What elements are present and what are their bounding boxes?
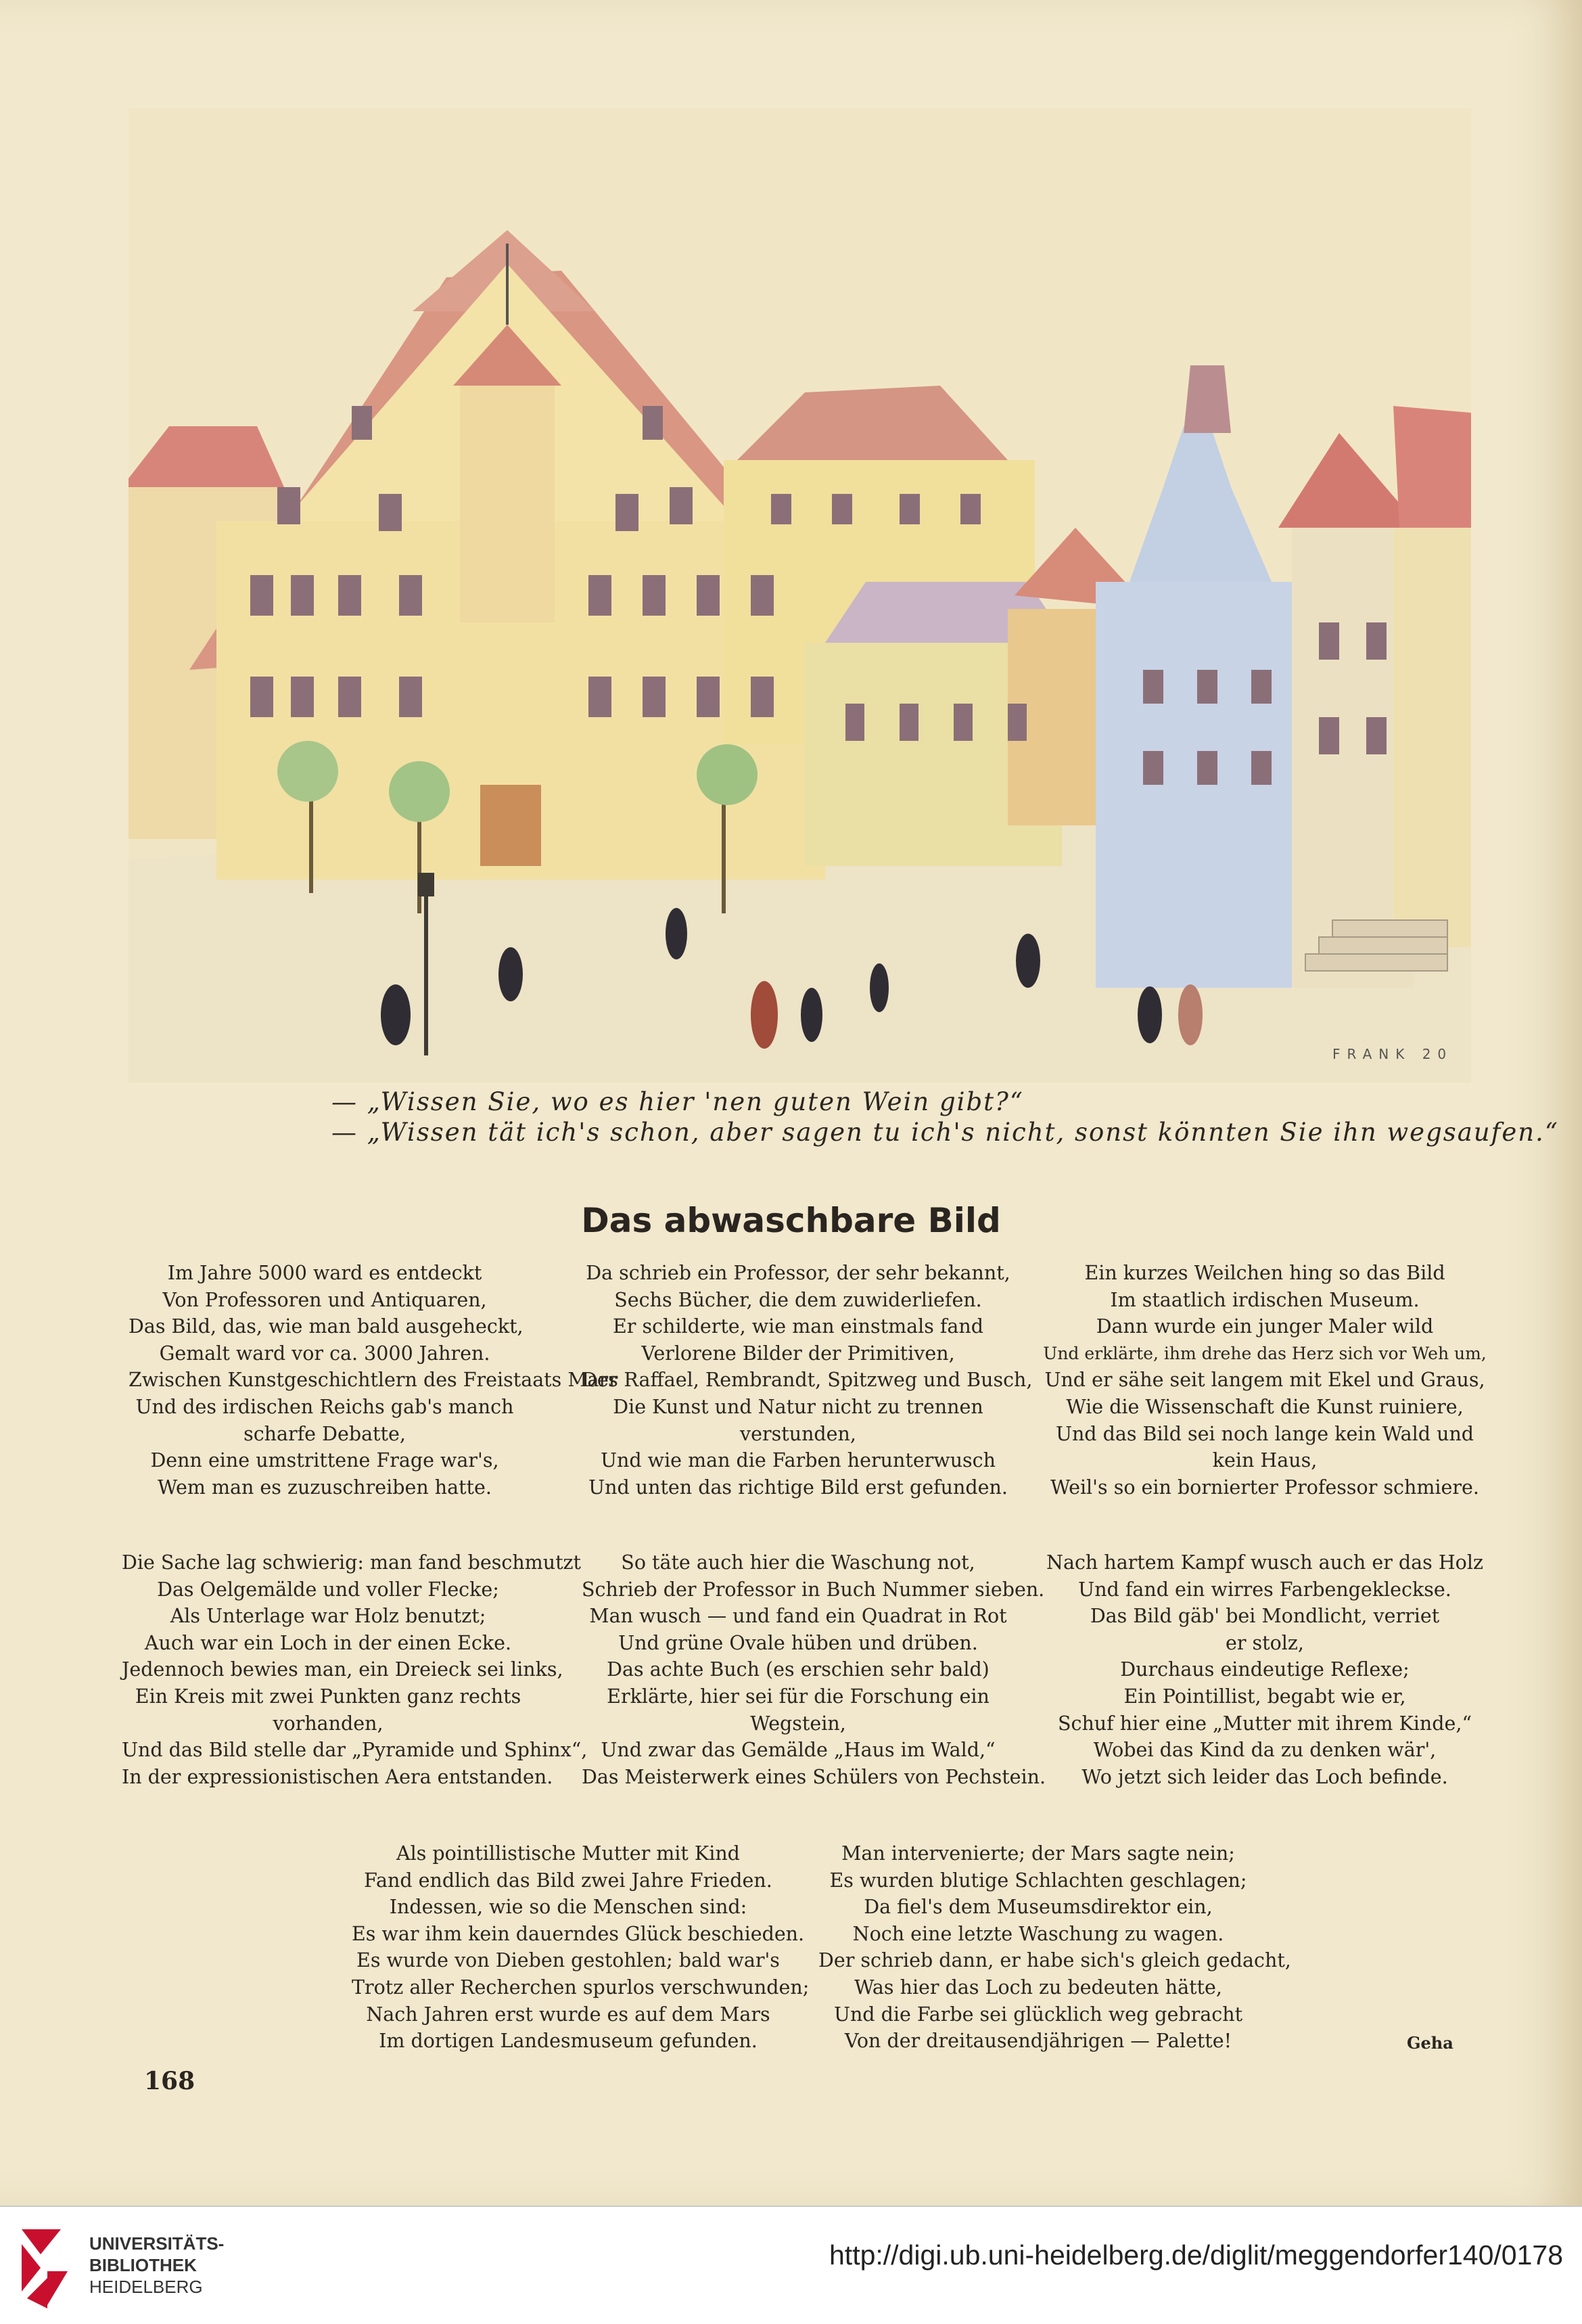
verse-line: Ein Pointillist, begabt wie er, — [1123, 1685, 1406, 1708]
verse-line: Wobei das Kind da zu denken wär', — [1093, 1739, 1437, 1762]
verse-line: Dann wurde ein junger Maler wild — [1096, 1315, 1434, 1338]
verse-line: Wie die Wissenschaft die Kunst ruiniere, — [1066, 1395, 1464, 1418]
verse-line: Das Oelgemälde und voller Flecke; — [157, 1578, 499, 1601]
verse-line: Nach hartem Kampf wusch auch er das Holz — [1046, 1551, 1483, 1574]
verse-line: Und wie man die Farben herunterwusch — [601, 1449, 996, 1472]
caption-line-1: — „Wissen Sie, wo es hier 'nen guten Wein gibt?“ — [331, 1087, 1024, 1116]
verse-line: vorhanden, — [273, 1712, 383, 1735]
verse-line: Denn eine umstrittene Frage war's, — [150, 1449, 499, 1472]
verse-line: Auch war ein Loch in der einen Ecke. — [144, 1631, 512, 1654]
verse-line: Verlorene Bilder der Primitiven, — [641, 1342, 955, 1365]
verse-line: Durchaus eindeutige Reflexe; — [1120, 1658, 1410, 1681]
verse-line: Zwischen Kunstgeschichtlern des Freistaats Mars — [129, 1369, 618, 1392]
verse-line: er stolz, — [1226, 1631, 1304, 1654]
stanza-1-middle — [582, 1260, 1033, 1501]
verse-line: Nach Jahren erst wurde es auf dem Mars — [366, 2003, 770, 2026]
poem-title: Das abwaschbare Bild — [581, 1201, 1001, 1240]
verse-line: Gemalt ward vor ca. 3000 Jahren. — [159, 1342, 490, 1365]
verse-line: Im staatlich irdischen Museum. — [1110, 1288, 1420, 1311]
verse-line: Ein kurzes Weilchen hing so das Bild — [1084, 1262, 1445, 1284]
verse-line: Und erklärte, ihm drehe das Herz sich vor Weh um, — [1043, 1343, 1487, 1363]
verse-line: Und unten das richtige Bild erst gefunden. — [588, 1476, 1008, 1499]
verse-line: Da fiel's dem Museumsdirektor ein, — [864, 1896, 1213, 1919]
verse-line: Und des irdischen Reichs gab's manch — [135, 1395, 514, 1418]
verse-line: Und zwar das Gemälde „Haus im Wald,“ — [601, 1739, 996, 1762]
author-signature: Geha — [1407, 2033, 1453, 2053]
verse-line: Die Sache lag schwierig: man fand beschmutzt — [122, 1551, 582, 1574]
verse-line: Sechs Bücher, die dem zuwiderliefen. — [614, 1288, 982, 1311]
verse-line: Und grüne Ovale hüben und drüben. — [618, 1631, 978, 1654]
verse-line: Er schilderte, wie man einstmals fand — [612, 1315, 984, 1338]
verse-line: Und fand ein wirres Farbengekleckse. — [1078, 1578, 1451, 1601]
library-footer — [0, 2206, 1582, 2324]
verse-line: Es wurden blutige Schlachten geschlagen; — [829, 1869, 1247, 1892]
verse-line: Was hier das Loch zu bedeuten hätte, — [854, 1976, 1222, 1999]
verse-line: Wo jetzt sich leider das Loch befinde. — [1081, 1765, 1448, 1788]
page-number: 168 — [144, 2067, 195, 2095]
verse-line: So täte auch hier die Waschung not, — [621, 1551, 975, 1574]
verse-line: scharfe Debatte, — [243, 1422, 406, 1445]
verse-line: Es war ihm kein dauerndes Glück beschieden. — [352, 1922, 805, 1945]
verse-line: Das Meisterwerk eines Schülers von Pechstein. — [582, 1765, 1046, 1788]
verse-line: Von der dreitausendjährigen — Palette! — [844, 2030, 1232, 2053]
verse-line: Fand endlich das Bild zwei Jahre Frieden. — [364, 1869, 772, 1892]
verse-line: Jedennoch bewies man, ein Dreieck sei links, — [122, 1658, 563, 1681]
verse-line: Der Raffael, Rembrandt, Spitzweg und Busch, — [582, 1369, 1033, 1392]
verse-line: Als pointillistische Mutter mit Kind — [396, 1842, 740, 1865]
verse-line: verstunden, — [740, 1422, 856, 1445]
stanza-3-right — [818, 1840, 1291, 2055]
illustration-drawing — [129, 108, 1471, 1083]
stanza-3-left — [352, 1840, 810, 2055]
verse-line: Man intervenierte; der Mars sagte nein; — [841, 1842, 1235, 1865]
verse-line: Es wurde von Dieben gestohlen; bald war's — [356, 1949, 780, 1972]
library-name-line-2: BIBLIOTHEK — [89, 2255, 197, 2275]
stanza-2-right — [1042, 1549, 1488, 1790]
verse-line: Und er sähe seit langem mit Ekel und Graus, — [1044, 1369, 1485, 1392]
verse-line: Noch eine letzte Waschung zu wagen. — [852, 1922, 1224, 1945]
verse-line: Die Kunst und Natur nicht zu trennen — [613, 1395, 983, 1418]
verse-line: Als Unterlage war Holz benutzt; — [170, 1605, 486, 1628]
stanza-2-middle — [582, 1549, 1046, 1790]
verse-line: Wegstein, — [750, 1712, 846, 1735]
verse-line: Im dortigen Landesmuseum gefunden. — [379, 2030, 758, 2053]
verse-line: Und das Bild stelle dar „Pyramide und Sphinx“, — [122, 1739, 588, 1762]
verse-line: Man wusch — und fand ein Quadrat in Rot — [589, 1605, 1007, 1628]
verse-line: In der expressionistischen Aera entstanden. — [122, 1765, 553, 1788]
caption-line-2: — „Wissen tät ich's schon, aber sagen tu ich's nicht, sonst könnten Sie ihn wegsaufen.“ — [331, 1118, 1559, 1147]
verse-line: Das Bild gäb' bei Mondlicht, verriet — [1090, 1605, 1440, 1628]
verse-line: Indessen, wie so die Menschen sind: — [389, 1896, 747, 1919]
verse-line: Im Jahre 5000 ward es entdeckt — [167, 1262, 482, 1284]
verse-line: Und das Bild sei noch lange kein Wald und — [1055, 1422, 1474, 1445]
verse-line: Das Bild, das, wie man bald ausgeheckt, — [129, 1315, 524, 1338]
stanza-2-left — [122, 1549, 588, 1790]
permalink-url[interactable]: http://digi.ub.uni-heidelberg.de/diglit/meggendorfer140/0178 — [829, 2239, 1563, 2271]
artist-signature: FRANK 20 — [1332, 1046, 1453, 1062]
street-scene-illustration — [129, 108, 1471, 1083]
verse-line: Schuf hier eine „Mutter mit ihrem Kinde,“ — [1057, 1712, 1472, 1735]
stanza-1-left — [129, 1260, 618, 1501]
verse-line: Schrieb der Professor in Buch Nummer sieben. — [582, 1578, 1045, 1601]
verse-line: Erklärte, hier sei für die Forschung ein — [607, 1685, 990, 1708]
verse-line: Der schrieb dann, er habe sich's gleich gedacht, — [818, 1949, 1291, 1972]
stanza-1-right — [1042, 1260, 1488, 1501]
verse-line: Ein Kreis mit zwei Punkten ganz rechts — [135, 1685, 521, 1708]
library-name-line-3: HEIDELBERG — [89, 2277, 203, 2297]
verse-line: Weil's so ein bornierter Professor schmiere. — [1050, 1476, 1479, 1499]
verse-line: Von Professoren und Antiquaren, — [162, 1288, 487, 1311]
university-library-logo-icon — [14, 2224, 74, 2312]
verse-line: Wem man es zuzuschreiben hatte. — [158, 1476, 492, 1499]
verse-line: Und die Farbe sei glücklich weg gebracht — [833, 2003, 1243, 2026]
verse-line: Trotz aller Recherchen spurlos verschwunden; — [352, 1976, 810, 1999]
verse-line: Das achte Buch (es erschien sehr bald) — [607, 1658, 990, 1681]
verse-line: Da schrieb ein Professor, der sehr bekannt, — [586, 1262, 1010, 1284]
verse-line: kein Haus, — [1212, 1449, 1318, 1472]
library-name-line-1: UNIVERSITÄTS- — [89, 2233, 225, 2254]
library-name — [89, 2233, 224, 2298]
